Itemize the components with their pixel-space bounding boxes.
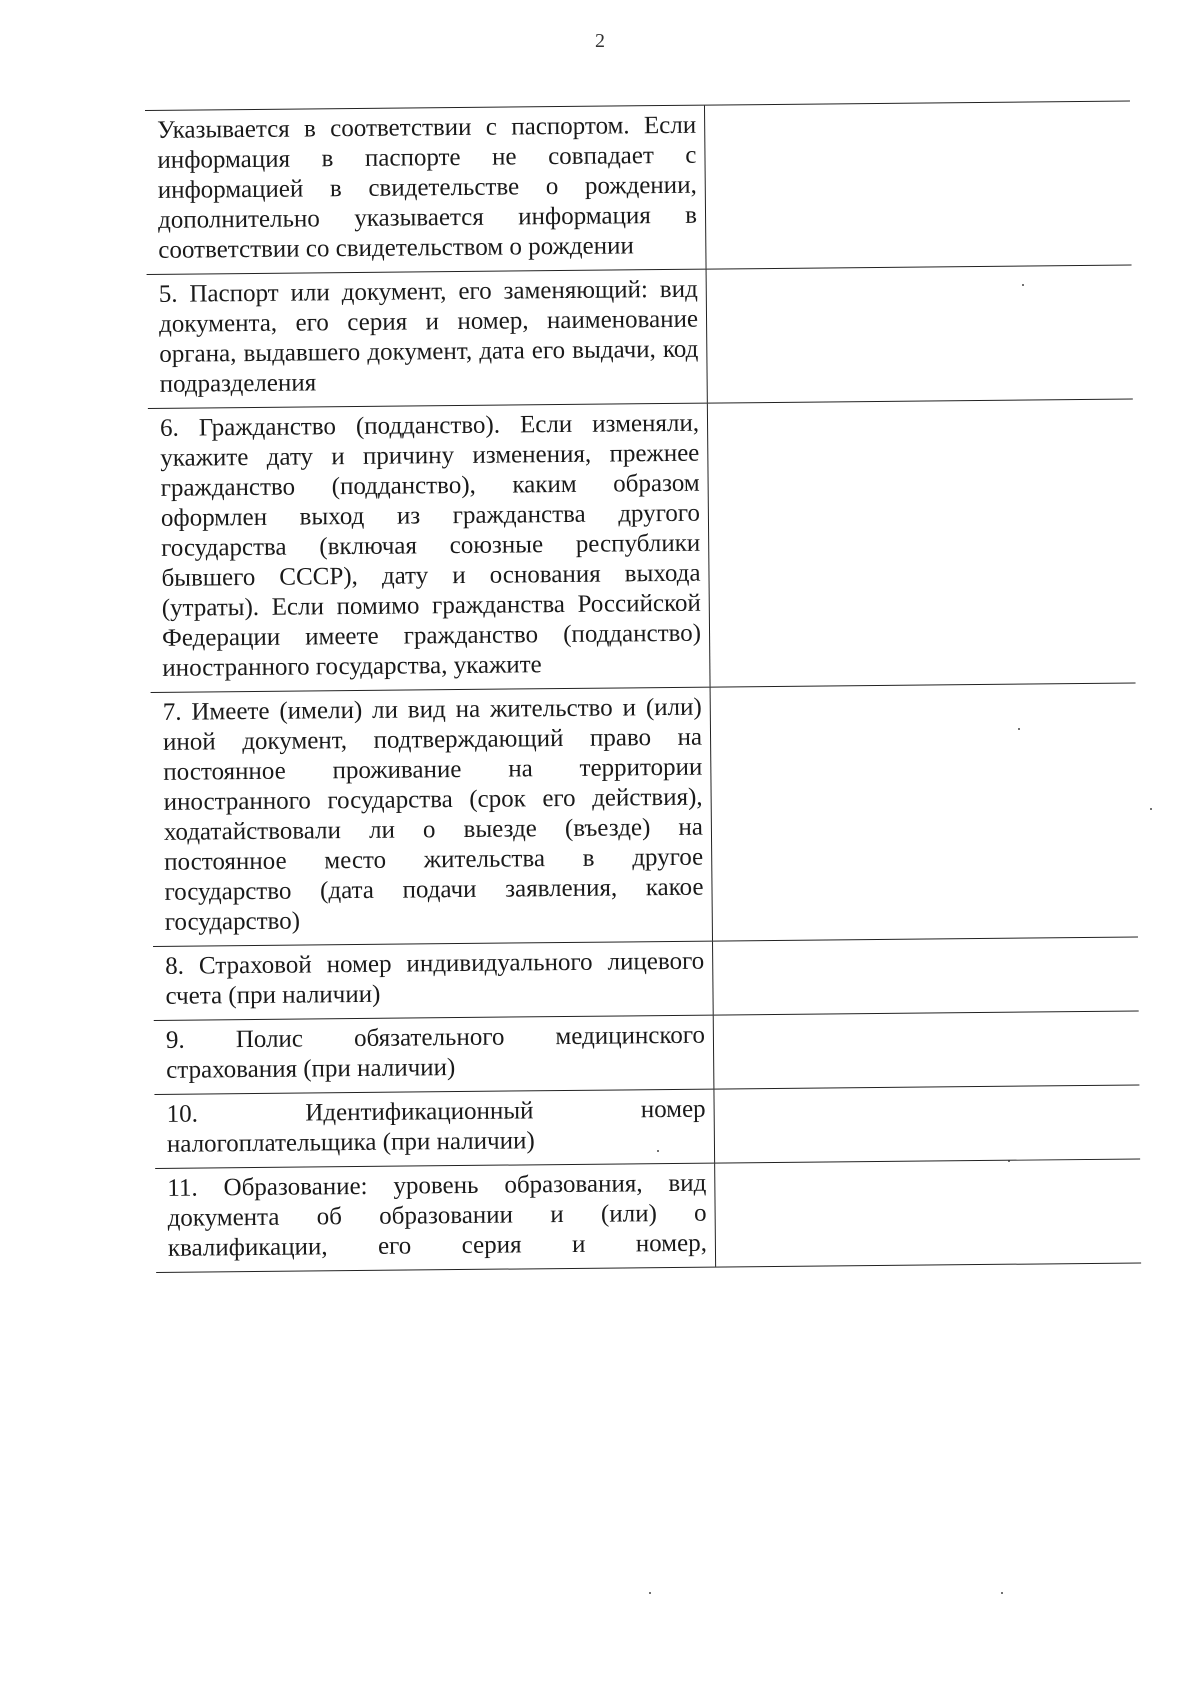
table-row bbox=[153, 937, 1139, 1020]
row-value-residence-permit[interactable] bbox=[711, 684, 1138, 941]
table-row bbox=[154, 1011, 1140, 1094]
table-row bbox=[148, 399, 1136, 692]
table-row bbox=[145, 101, 1132, 274]
scan-speck bbox=[657, 1150, 659, 1152]
scan-speck bbox=[1018, 728, 1020, 730]
row-label-name-note: Указывается в соответствии с паспортом. Если информация в паспорте не совпадает с информацией в свидетельстве о рождении, дополнительно указывается информация в соответствии со свидетельством о рождении bbox=[145, 106, 707, 274]
scan-speck bbox=[649, 1592, 651, 1594]
row-label-snils: 8. Страховой номер индивидуального лицевого счета (при наличии) bbox=[153, 942, 714, 1020]
table-row bbox=[154, 1084, 1140, 1167]
questionnaire-table bbox=[145, 101, 1141, 1273]
table-row bbox=[147, 265, 1133, 408]
row-value-name-note[interactable] bbox=[705, 102, 1132, 269]
scan-speck bbox=[1008, 1160, 1010, 1162]
row-value-citizenship[interactable] bbox=[708, 400, 1136, 687]
scan-speck bbox=[1022, 284, 1024, 286]
row-value-passport[interactable] bbox=[707, 266, 1133, 403]
row-value-inn[interactable] bbox=[714, 1085, 1140, 1162]
page-number: 2 bbox=[595, 30, 605, 52]
row-value-medical-policy[interactable] bbox=[714, 1012, 1140, 1089]
row-value-education[interactable] bbox=[715, 1159, 1141, 1266]
table-row bbox=[155, 1158, 1141, 1272]
row-label-passport: 5. Паспорт или документ, его заменяющий: вид документа, его серия и номер, наименование органа, выдавшего документ, дата его выдачи, код подразделения bbox=[147, 270, 708, 408]
scan-speck bbox=[1150, 808, 1152, 810]
row-label-citizenship: 6. Гражданство (подданство). Если изменяли, укажите дату и причину изменения, прежнее гражданство (подданство), каким образом оформлен выход из гражданства другого государства (включая союзные республики бывшего СССР), дату и основания выхода (утраты). Если помимо гражданства Российской Федерации имеете гражданство (подданство) иностранного государства, укажите bbox=[148, 404, 711, 692]
row-label-residence-permit: 7. Имеете (имели) ли вид на жительство и (или) иной документ, подтверждающий право на постоянное проживание на территории иностранного государства (срок его действия), ходатайствовали ли о выезде (въезде) на постоянное место жительства в другое государство (дата подачи заявления, какое государство) bbox=[151, 688, 713, 946]
table-row bbox=[151, 683, 1138, 946]
scan-speck bbox=[1001, 1592, 1003, 1594]
row-label-education: 11. Образование: уровень образования, вид документа об образовании и (или) о квалификации, его серия и номер, bbox=[155, 1164, 716, 1272]
row-label-medical-policy: 9. Полис обязательного медицинского страхования (при наличии) bbox=[154, 1016, 715, 1094]
row-label-inn: 10. Идентификационный номер налогоплательщика (при наличии) bbox=[154, 1090, 715, 1168]
row-value-snils[interactable] bbox=[713, 938, 1139, 1015]
